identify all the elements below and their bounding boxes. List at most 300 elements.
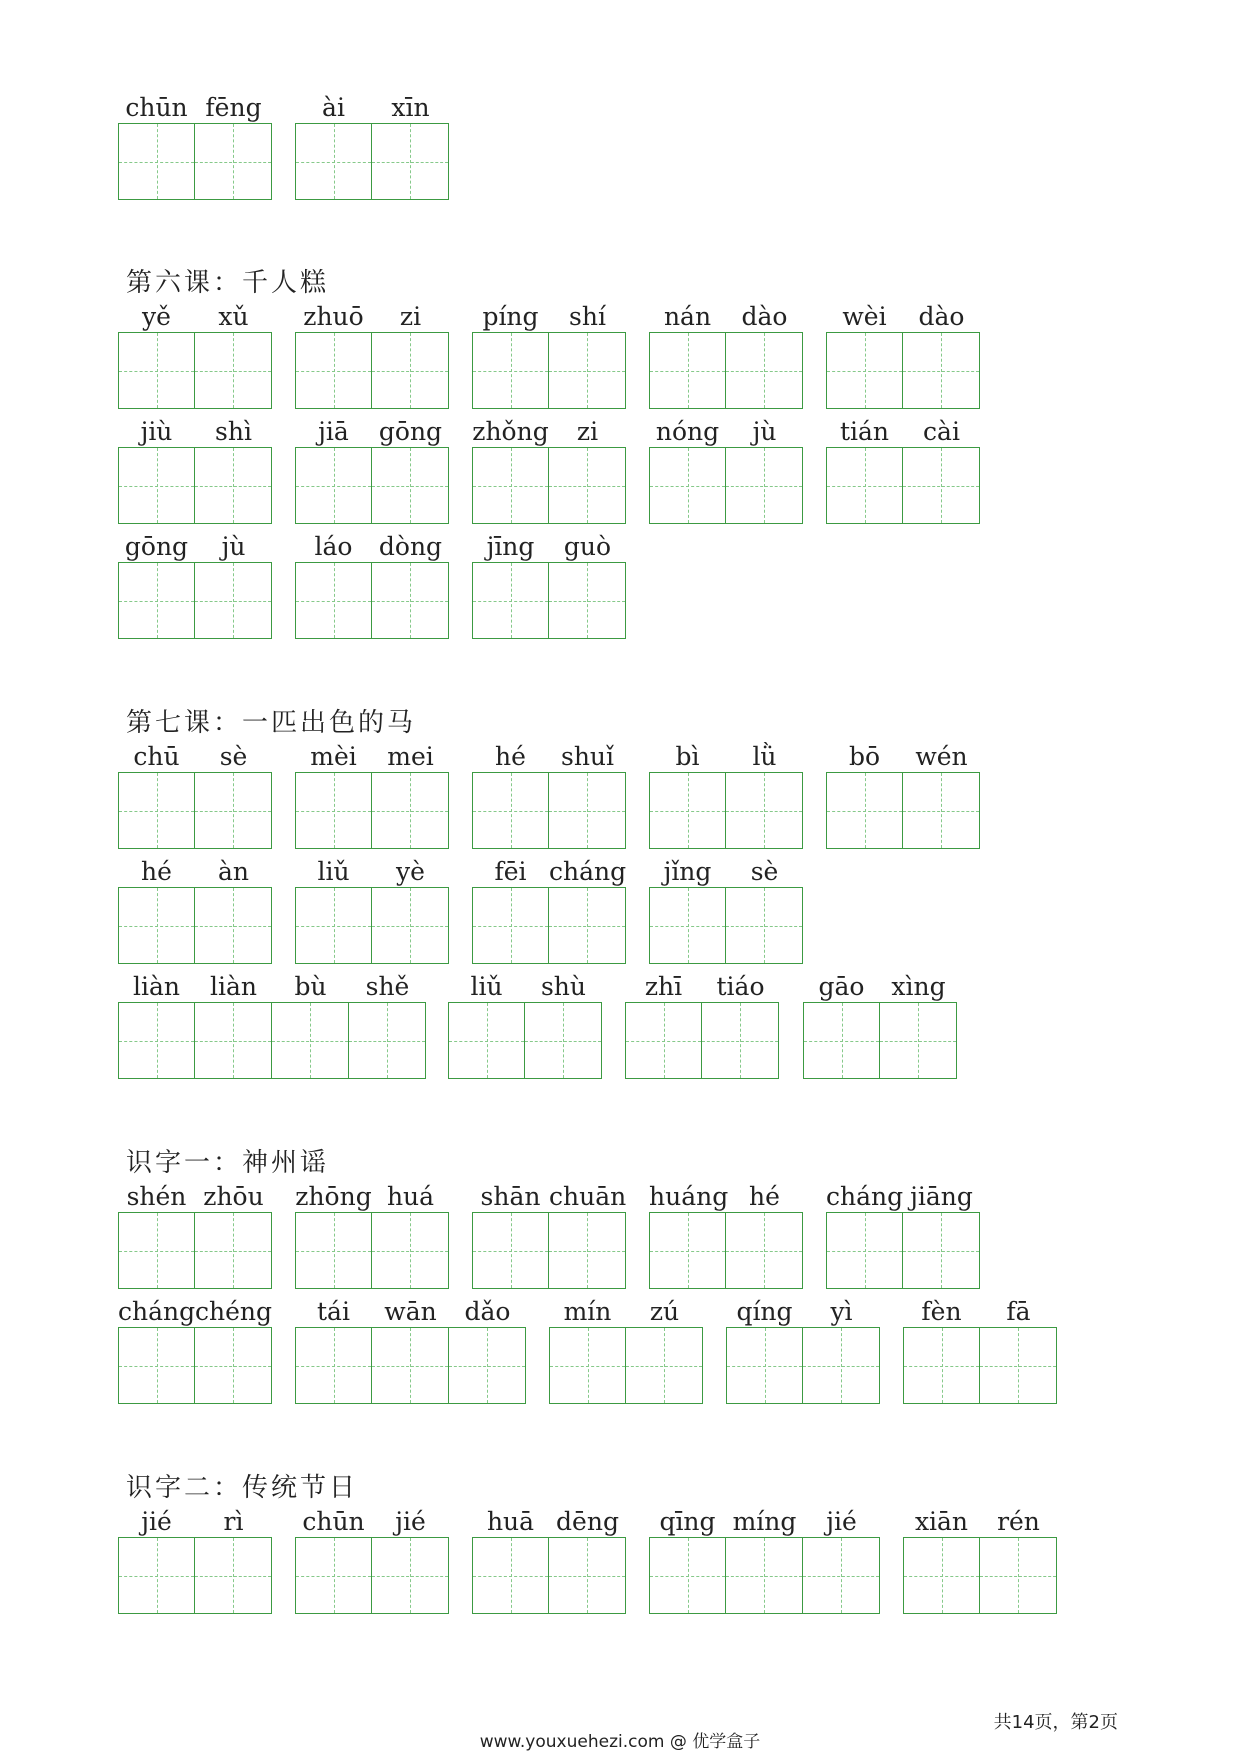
pinyin-label: jīng <box>486 532 535 561</box>
word-box <box>295 417 449 525</box>
pinyin-label: sè <box>750 857 779 886</box>
pinyin-label: zhī <box>644 972 683 1001</box>
cell-guide-horizontal <box>726 1251 802 1252</box>
tianzige-writing-cell[interactable] <box>195 772 272 849</box>
cell-guide-horizontal <box>195 1366 271 1367</box>
pinyin-label: tián <box>839 417 890 446</box>
word-box <box>472 1182 626 1290</box>
cell-guide-horizontal <box>549 926 625 927</box>
tianzige-writing-cell[interactable] <box>649 332 726 409</box>
cell-guide-horizontal <box>827 1251 902 1252</box>
cell-guide-horizontal <box>827 811 902 812</box>
pinyin-label: zhuō <box>303 302 364 331</box>
word-box <box>826 417 980 525</box>
tianzige-writing-cell[interactable] <box>903 332 980 409</box>
pinyin-label: fēi <box>494 857 527 886</box>
tianzige-writing-cell[interactable] <box>472 772 549 849</box>
tianzige-writing-cell[interactable] <box>903 1212 980 1289</box>
pinyin-label: liǔ <box>470 972 503 1001</box>
pinyin-label: nóng <box>655 417 720 446</box>
pinyin-label: dào <box>741 302 788 331</box>
tianzige-writing-cell[interactable] <box>525 1002 602 1079</box>
tianzige-writing-cell[interactable] <box>903 1327 980 1404</box>
cell-guide-horizontal <box>296 1251 371 1252</box>
word-box <box>118 1182 272 1290</box>
tianzige-writing-cell[interactable] <box>272 1002 349 1079</box>
cell-guide-horizontal <box>903 1251 979 1252</box>
cell-guide-horizontal <box>904 1576 979 1577</box>
pinyin-label: tái <box>317 1297 350 1326</box>
pinyin-label: jù <box>221 532 246 561</box>
cell-guide-horizontal <box>195 1251 271 1252</box>
tianzige-writing-cell[interactable] <box>195 1537 272 1614</box>
pinyin-label: dòng <box>378 532 443 561</box>
tianzige-writing-cell[interactable] <box>880 1002 957 1079</box>
lesson-title: 第七课：一匹出色的马 <box>126 708 417 738</box>
pinyin-label: guò <box>563 532 612 561</box>
tianzige-writing-cell[interactable] <box>118 1537 195 1614</box>
tianzige-writing-cell[interactable] <box>349 1002 426 1079</box>
tianzige-writing-cell[interactable] <box>118 332 195 409</box>
cell-guide-horizontal <box>195 926 271 927</box>
word-box <box>649 1182 803 1290</box>
tianzige-writing-cell[interactable] <box>295 332 372 409</box>
tianzige-writing-cell[interactable] <box>372 1537 449 1614</box>
pinyin-label: míng <box>732 1507 797 1536</box>
cell-guide-horizontal <box>296 1366 371 1367</box>
cell-guide-horizontal <box>372 1576 448 1577</box>
cell-guide-horizontal <box>827 486 902 487</box>
pinyin-label: gāo <box>818 972 865 1001</box>
cell-guide-horizontal <box>372 601 448 602</box>
cell-guide-horizontal <box>195 486 271 487</box>
tianzige-writing-cell[interactable] <box>826 1212 903 1289</box>
tianzige-writing-cell[interactable] <box>195 887 272 964</box>
tianzige-writing-cell[interactable] <box>826 332 903 409</box>
cell-guide-horizontal <box>119 162 194 163</box>
tianzige-writing-cell[interactable] <box>726 772 803 849</box>
cell-guide-horizontal <box>272 1041 348 1042</box>
tianzige-writing-cell[interactable] <box>702 1002 779 1079</box>
tianzige-writing-cell[interactable] <box>549 1327 626 1404</box>
word-box <box>649 742 803 850</box>
tianzige-writing-cell[interactable] <box>803 1537 880 1614</box>
cell-guide-horizontal <box>296 926 371 927</box>
tianzige-writing-cell[interactable] <box>472 332 549 409</box>
tianzige-writing-cell[interactable] <box>549 772 626 849</box>
pinyin-label: xìng <box>891 972 946 1001</box>
word-box <box>118 1507 272 1615</box>
cell-guide-horizontal <box>650 371 725 372</box>
cell-guide-horizontal <box>372 1251 448 1252</box>
cell-guide-horizontal <box>473 601 548 602</box>
word-box <box>295 1297 526 1405</box>
tianzige-writing-cell[interactable] <box>195 447 272 524</box>
pinyin-label: zi <box>399 302 422 331</box>
tianzige-writing-cell[interactable] <box>980 1537 1057 1614</box>
pinyin-label: jié <box>395 1507 426 1536</box>
cell-guide-horizontal <box>726 811 802 812</box>
tianzige-writing-cell[interactable] <box>803 1002 880 1079</box>
cell-guide-horizontal <box>827 371 902 372</box>
tianzige-writing-cell[interactable] <box>195 1002 272 1079</box>
pinyin-label: láo <box>314 532 353 561</box>
pinyin-label: yě <box>142 302 171 331</box>
pinyin-label: zú <box>649 1297 680 1326</box>
word-box <box>295 742 449 850</box>
pinyin-label: jié <box>826 1507 857 1536</box>
pinyin-label: shuǐ <box>560 742 615 771</box>
cell-guide-horizontal <box>195 162 271 163</box>
pinyin-label: mín <box>563 1297 612 1326</box>
cell-guide-horizontal <box>803 1366 879 1367</box>
tianzige-writing-cell[interactable] <box>472 1212 549 1289</box>
word-box <box>295 1507 449 1615</box>
pinyin-label: liàn <box>133 972 180 1001</box>
cell-guide-horizontal <box>525 1041 601 1042</box>
pinyin-label: ài <box>322 93 345 122</box>
cell-guide-horizontal <box>119 1041 194 1042</box>
pinyin-label: jǐng <box>663 857 712 886</box>
cell-guide-horizontal <box>372 926 448 927</box>
cell-guide-horizontal <box>119 371 194 372</box>
word-box <box>118 417 272 525</box>
cell-guide-horizontal <box>349 1041 425 1042</box>
tianzige-writing-cell[interactable] <box>372 1212 449 1289</box>
pinyin-label: shù <box>540 972 587 1001</box>
tianzige-writing-cell[interactable] <box>803 1327 880 1404</box>
pinyin-label: zhōng <box>295 1182 372 1211</box>
word-box <box>549 1297 703 1405</box>
tianzige-writing-cell[interactable] <box>826 772 903 849</box>
cell-guide-horizontal <box>195 1576 271 1577</box>
pinyin-label: chū <box>133 742 180 771</box>
pinyin-label: dēng <box>556 1507 619 1536</box>
tianzige-writing-cell[interactable] <box>649 447 726 524</box>
cell-guide-horizontal <box>549 486 625 487</box>
cell-guide-horizontal <box>473 926 548 927</box>
cell-guide-horizontal <box>803 1576 879 1577</box>
pinyin-label: mei <box>387 742 434 771</box>
word-box <box>625 972 779 1080</box>
footer-website: www.youxuehezi.com @ 优学盒子 <box>479 1732 761 1752</box>
cell-guide-horizontal <box>449 1041 524 1042</box>
tianzige-writing-cell[interactable] <box>118 772 195 849</box>
tianzige-writing-cell[interactable] <box>649 772 726 849</box>
cell-guide-horizontal <box>473 371 548 372</box>
pinyin-label: wèi <box>842 302 887 331</box>
tianzige-writing-cell[interactable] <box>295 1212 372 1289</box>
tianzige-writing-cell[interactable] <box>118 1212 195 1289</box>
tianzige-writing-cell[interactable] <box>726 1537 803 1614</box>
pinyin-label: chūn <box>302 1507 365 1536</box>
pinyin-label: sè <box>219 742 248 771</box>
pinyin-label: bì <box>675 742 700 771</box>
cell-guide-horizontal <box>727 1366 802 1367</box>
cell-guide-horizontal <box>903 486 979 487</box>
tianzige-writing-cell[interactable] <box>195 123 272 200</box>
word-box <box>295 1182 449 1290</box>
word-box <box>448 972 602 1080</box>
cell-guide-horizontal <box>372 811 448 812</box>
cell-guide-horizontal <box>904 1366 979 1367</box>
word-box <box>826 742 980 850</box>
pinyin-label: jiā <box>318 417 349 446</box>
tianzige-writing-cell[interactable] <box>195 1212 272 1289</box>
cell-guide-horizontal <box>650 1251 725 1252</box>
cell-guide-horizontal <box>980 1366 1056 1367</box>
tianzige-writing-cell[interactable] <box>649 1212 726 1289</box>
tianzige-writing-cell[interactable] <box>726 332 803 409</box>
tianzige-writing-cell[interactable] <box>372 123 449 200</box>
word-box <box>472 302 626 410</box>
pinyin-label: fēng <box>205 93 262 122</box>
cell-guide-horizontal <box>549 1251 625 1252</box>
tianzige-writing-cell[interactable] <box>195 1327 272 1404</box>
cell-guide-horizontal <box>296 811 371 812</box>
cell-guide-horizontal <box>650 811 725 812</box>
cell-guide-horizontal <box>119 1366 194 1367</box>
tianzige-writing-cell[interactable] <box>372 447 449 524</box>
tianzige-writing-cell[interactable] <box>726 887 803 964</box>
pinyin-label: àn <box>217 857 249 886</box>
pinyin-label: huá <box>386 1182 435 1211</box>
pinyin-label: bù <box>294 972 327 1001</box>
tianzige-writing-cell[interactable] <box>472 447 549 524</box>
pinyin-label: dào <box>918 302 965 331</box>
pinyin-label: rì <box>223 1507 244 1536</box>
cell-guide-horizontal <box>296 601 371 602</box>
tianzige-writing-cell[interactable] <box>472 887 549 964</box>
cell-guide-horizontal <box>449 1366 525 1367</box>
pinyin-label: zhǒng <box>472 417 549 446</box>
tianzige-writing-cell[interactable] <box>372 887 449 964</box>
cell-guide-horizontal <box>549 1576 625 1577</box>
pinyin-label: qíng <box>736 1297 793 1326</box>
pinyin-label: jù <box>752 417 777 446</box>
pinyin-label: wén <box>915 742 968 771</box>
cell-guide-horizontal <box>473 1576 548 1577</box>
cell-guide-horizontal <box>726 371 802 372</box>
word-box <box>472 857 626 965</box>
word-box <box>118 1297 272 1405</box>
pinyin-label: zhōu <box>203 1182 264 1211</box>
tianzige-writing-cell[interactable] <box>472 1537 549 1614</box>
pinyin-label: zi <box>576 417 599 446</box>
pinyin-label: fèn <box>921 1297 962 1326</box>
tianzige-writing-cell[interactable] <box>118 562 195 639</box>
cell-guide-horizontal <box>296 371 371 372</box>
tianzige-writing-cell[interactable] <box>295 562 372 639</box>
cell-guide-horizontal <box>372 1366 448 1367</box>
cell-guide-horizontal <box>372 371 448 372</box>
tianzige-writing-cell[interactable] <box>903 447 980 524</box>
tianzige-writing-cell[interactable] <box>372 562 449 639</box>
tianzige-writing-cell[interactable] <box>826 447 903 524</box>
tianzige-writing-cell[interactable] <box>295 447 372 524</box>
word-box <box>118 93 272 201</box>
tianzige-writing-cell[interactable] <box>549 887 626 964</box>
pinyin-label: yè <box>396 857 425 886</box>
word-box <box>826 1182 980 1290</box>
pinyin-label: nán <box>663 302 712 331</box>
cell-guide-horizontal <box>372 486 448 487</box>
tianzige-writing-cell[interactable] <box>118 887 195 964</box>
word-box <box>649 417 803 525</box>
tianzige-writing-cell[interactable] <box>295 772 372 849</box>
cell-guide-horizontal <box>195 811 271 812</box>
cell-guide-horizontal <box>296 1576 371 1577</box>
word-box <box>826 302 980 410</box>
pinyin-label: shān <box>480 1182 541 1211</box>
cell-guide-horizontal <box>626 1041 701 1042</box>
cell-guide-horizontal <box>650 1576 725 1577</box>
cell-guide-horizontal <box>195 601 271 602</box>
pinyin-label: liàn <box>210 972 257 1001</box>
tianzige-writing-cell[interactable] <box>903 1537 980 1614</box>
tianzige-writing-cell[interactable] <box>295 1537 372 1614</box>
pinyin-label: jié <box>141 1507 172 1536</box>
tianzige-writing-cell[interactable] <box>549 1212 626 1289</box>
page-number: 共14页，第2页 <box>993 1712 1118 1733</box>
cell-guide-horizontal <box>903 811 979 812</box>
pinyin-label: rén <box>997 1507 1040 1536</box>
cell-guide-horizontal <box>549 811 625 812</box>
word-box <box>649 1507 880 1615</box>
tianzige-writing-cell[interactable] <box>472 562 549 639</box>
tianzige-writing-cell[interactable] <box>295 1327 372 1404</box>
tianzige-writing-cell[interactable] <box>118 1327 195 1404</box>
word-box <box>649 857 803 965</box>
pinyin-label: píng <box>482 302 539 331</box>
word-box <box>903 1297 1057 1405</box>
pinyin-label: hé <box>749 1182 780 1211</box>
tianzige-writing-cell[interactable] <box>118 1002 195 1079</box>
tianzige-writing-cell[interactable] <box>118 447 195 524</box>
word-box <box>295 857 449 965</box>
tianzige-writing-cell[interactable] <box>372 1327 449 1404</box>
cell-guide-horizontal <box>650 926 725 927</box>
tianzige-writing-cell[interactable] <box>726 1212 803 1289</box>
word-box <box>295 532 449 640</box>
word-box <box>472 532 626 640</box>
tianzige-writing-cell[interactable] <box>626 1327 703 1404</box>
lesson-title: 识字二：传统节日 <box>126 1473 359 1503</box>
pinyin-label: shì <box>215 417 252 446</box>
cell-guide-horizontal <box>804 1041 879 1042</box>
tianzige-writing-cell[interactable] <box>726 447 803 524</box>
word-box <box>118 302 272 410</box>
tianzige-writing-cell[interactable] <box>549 447 626 524</box>
word-box <box>649 302 803 410</box>
lesson-title: 第六课：千人糕 <box>126 268 330 298</box>
pinyin-label: shě <box>365 972 410 1001</box>
cell-guide-horizontal <box>550 1366 625 1367</box>
word-box <box>118 742 272 850</box>
cell-guide-horizontal <box>195 371 271 372</box>
cell-guide-horizontal <box>119 926 194 927</box>
cell-guide-horizontal <box>903 371 979 372</box>
pinyin-label: jiāng <box>910 1182 973 1211</box>
pinyin-label: yì <box>830 1297 853 1326</box>
cell-guide-horizontal <box>980 1576 1056 1577</box>
cell-guide-horizontal <box>119 601 194 602</box>
pinyin-label: chéng <box>195 1297 273 1326</box>
cell-guide-horizontal <box>650 486 725 487</box>
cell-guide-horizontal <box>473 1251 548 1252</box>
tianzige-writing-cell[interactable] <box>372 772 449 849</box>
pinyin-label: tiáo <box>716 972 765 1001</box>
pinyin-label: wān <box>384 1297 437 1326</box>
cell-guide-horizontal <box>549 601 625 602</box>
cell-guide-horizontal <box>372 162 448 163</box>
tianzige-writing-cell[interactable] <box>549 562 626 639</box>
word-box <box>472 1507 626 1615</box>
tianzige-writing-cell[interactable] <box>903 772 980 849</box>
word-box <box>803 972 957 1080</box>
tianzige-writing-cell[interactable] <box>649 887 726 964</box>
pinyin-label: gōng <box>124 532 189 561</box>
pinyin-label: huā <box>486 1507 535 1536</box>
cell-guide-horizontal <box>473 486 548 487</box>
tianzige-writing-cell[interactable] <box>372 332 449 409</box>
pinyin-label: huáng <box>649 1182 729 1211</box>
pinyin-label: jiù <box>140 417 173 446</box>
cell-guide-horizontal <box>880 1041 956 1042</box>
lesson-title: 识字一：神州谣 <box>126 1148 330 1178</box>
cell-guide-horizontal <box>473 811 548 812</box>
cell-guide-horizontal <box>119 1251 194 1252</box>
tianzige-writing-cell[interactable] <box>449 1327 526 1404</box>
word-box <box>903 1507 1057 1615</box>
pinyin-label: xiān <box>914 1507 969 1536</box>
tianzige-writing-cell[interactable] <box>726 1327 803 1404</box>
pinyin-label: cháng <box>118 1297 196 1326</box>
pinyin-label: qīng <box>659 1507 716 1536</box>
word-box <box>118 857 272 965</box>
pinyin-label: xǔ <box>218 302 249 331</box>
tianzige-writing-cell[interactable] <box>980 1327 1057 1404</box>
tianzige-writing-cell[interactable] <box>295 887 372 964</box>
tianzige-writing-cell[interactable] <box>649 1537 726 1614</box>
pinyin-label: shén <box>126 1182 187 1211</box>
pinyin-label: bō <box>848 742 881 771</box>
pinyin-label: cài <box>923 417 960 446</box>
word-box <box>726 1297 880 1405</box>
word-box <box>118 532 272 640</box>
tianzige-writing-cell[interactable] <box>295 123 372 200</box>
pinyin-label: liǔ <box>317 857 350 886</box>
cell-guide-horizontal <box>549 371 625 372</box>
tianzige-writing-cell[interactable] <box>195 332 272 409</box>
pinyin-label: chuān <box>549 1182 627 1211</box>
pinyin-label: lǜ <box>752 742 777 771</box>
pinyin-label: hé <box>141 857 172 886</box>
cell-guide-horizontal <box>726 926 802 927</box>
pinyin-label: mèi <box>310 742 357 771</box>
tianzige-writing-cell[interactable] <box>195 562 272 639</box>
tianzige-writing-cell[interactable] <box>549 332 626 409</box>
cell-guide-horizontal <box>195 1041 271 1042</box>
tianzige-writing-cell[interactable] <box>625 1002 702 1079</box>
tianzige-writing-cell[interactable] <box>549 1537 626 1614</box>
pinyin-label: gōng <box>378 417 443 446</box>
tianzige-writing-cell[interactable] <box>118 123 195 200</box>
pinyin-label: cháng <box>549 857 627 886</box>
cell-guide-horizontal <box>726 1576 802 1577</box>
tianzige-writing-cell[interactable] <box>448 1002 525 1079</box>
cell-guide-horizontal <box>702 1041 778 1042</box>
